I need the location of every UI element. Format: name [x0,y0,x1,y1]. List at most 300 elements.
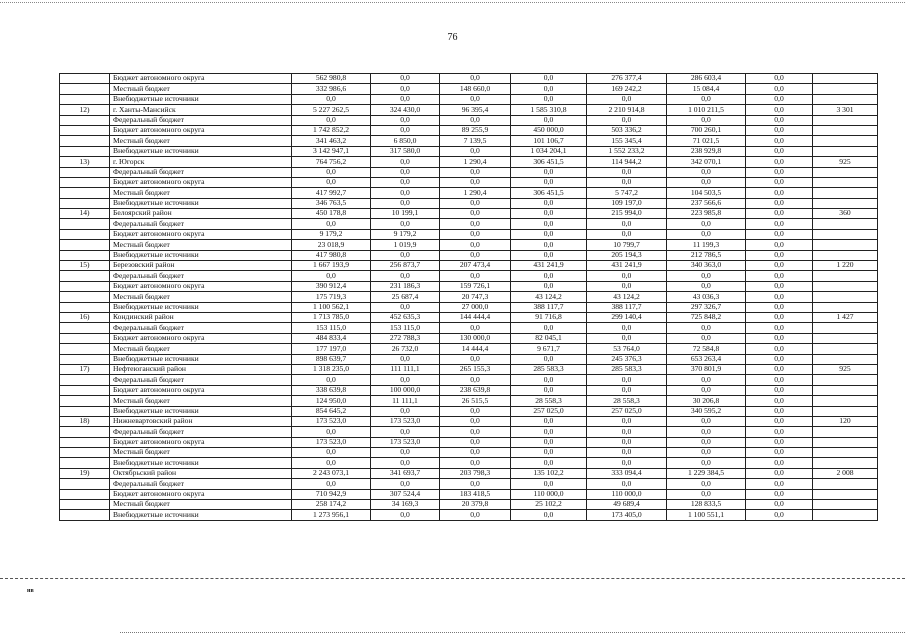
cell-total: 0,0 [292,271,371,281]
cell-year-4: 0,0 [587,479,667,489]
cell-year-2: 0,0 [440,375,511,385]
cell-total: 2 243 073,1 [292,468,371,478]
row-number [60,354,110,364]
cell-year-1: 0,0 [371,125,440,135]
cell-year-4: 215 994,0 [587,209,667,219]
scan-bottom-edge [120,632,905,633]
table-row [60,500,878,510]
table-row [60,229,878,239]
cell-capacity [813,240,878,250]
cell-capacity [813,136,878,146]
table-row [60,198,878,208]
cell-capacity [813,406,878,416]
cell-year-2: 1 290,4 [440,157,511,167]
cell-total: 3 142 947,1 [292,146,371,156]
cell-year-5: 340 363,0 [667,261,746,271]
table-row [60,146,878,156]
cell-year-6: 0,0 [746,84,813,94]
row-label: Бюджет автономного округа [110,125,292,135]
cell-year-3: 257 025,0 [511,406,587,416]
row-number [60,115,110,125]
cell-year-6: 0,0 [746,125,813,135]
cell-year-2: 0,0 [440,167,511,177]
cell-year-4: 205 194,3 [587,250,667,260]
row-number [60,323,110,333]
cell-year-2: 0,0 [440,209,511,219]
cell-year-6: 0,0 [746,271,813,281]
cell-year-6: 0,0 [746,167,813,177]
cell-year-2: 0,0 [440,458,511,468]
cell-year-4: 299 140,4 [587,312,667,322]
table-row [60,94,878,104]
cell-capacity [813,354,878,364]
cell-year-2: 0,0 [440,271,511,281]
table-row [60,240,878,250]
row-number [60,302,110,312]
cell-year-5: 0,0 [667,427,746,437]
cell-year-3: 0,0 [511,250,587,260]
cell-year-1: 272 788,3 [371,333,440,343]
cell-capacity [813,74,878,84]
cell-capacity [813,437,878,447]
cell-year-6: 0,0 [746,240,813,250]
cell-year-5: 237 566,6 [667,198,746,208]
cell-year-2: 0,0 [440,115,511,125]
cell-capacity [813,385,878,395]
table-row [60,458,878,468]
row-number [60,396,110,406]
cell-year-3: 0,0 [511,219,587,229]
cell-year-1: 0,0 [371,427,440,437]
cell-year-2: 0,0 [440,146,511,156]
row-number [60,188,110,198]
cell-total: 1 273 956,1 [292,510,371,520]
cell-year-5: 104 503,5 [667,188,746,198]
cell-year-1: 9 179,2 [371,229,440,239]
row-number: 19) [60,468,110,478]
cell-total: 0,0 [292,458,371,468]
cell-year-3: 431 241,9 [511,261,587,271]
row-number: 14) [60,209,110,219]
cell-year-3: 0,0 [511,437,587,447]
cell-year-5: 0,0 [667,94,746,104]
cell-year-3: 0,0 [511,240,587,250]
cell-year-5: 0,0 [667,489,746,499]
cell-total: 0,0 [292,479,371,489]
table-body [60,74,878,521]
row-label: г. Ханты-Мансийск [110,105,292,115]
cell-year-1: 307 524,4 [371,489,440,499]
cell-capacity [813,448,878,458]
cell-year-3: 0,0 [511,115,587,125]
cell-year-1: 324 430,0 [371,105,440,115]
cell-total: 0,0 [292,375,371,385]
cell-year-5: 0,0 [667,375,746,385]
scan-fold-line [0,578,905,579]
cell-year-1: 0,0 [371,354,440,364]
cell-year-1: 1 019,9 [371,240,440,250]
cell-year-5: 71 021,5 [667,136,746,146]
cell-year-5: 1 229 384,5 [667,468,746,478]
cell-capacity [813,219,878,229]
cell-capacity [813,500,878,510]
cell-year-4: 0,0 [587,385,667,395]
table-row [60,281,878,291]
cell-capacity [813,115,878,125]
cell-year-3: 0,0 [511,510,587,520]
cell-total: 417 992,7 [292,188,371,198]
cell-year-4: 276 377,4 [587,74,667,84]
table-row [60,416,878,426]
cell-year-2: 96 395,4 [440,105,511,115]
row-number [60,344,110,354]
cell-year-2: 238 639,8 [440,385,511,395]
cell-total: 1 742 852,2 [292,125,371,135]
cell-year-4: 0,0 [587,229,667,239]
row-label: Внебюджетные источники [110,302,292,312]
cell-year-1: 10 199,1 [371,209,440,219]
cell-capacity [813,198,878,208]
cell-capacity: 1 427 [813,312,878,322]
cell-capacity [813,167,878,177]
cell-year-6: 0,0 [746,198,813,208]
cell-year-1: 0,0 [371,406,440,416]
row-label: Внебюджетные источники [110,510,292,520]
cell-year-2: 0,0 [440,94,511,104]
table-row [60,136,878,146]
cell-year-1: 153 115,0 [371,323,440,333]
cell-year-2: 0,0 [440,240,511,250]
cell-year-1: 25 687,4 [371,292,440,302]
cell-year-5: 0,0 [667,115,746,125]
cell-year-5: 0,0 [667,177,746,187]
cell-year-4: 114 944,2 [587,157,667,167]
cell-year-3: 28 558,3 [511,396,587,406]
cell-year-6: 0,0 [746,448,813,458]
row-label: Бюджет автономного округа [110,489,292,499]
row-label: Бюджет автономного округа [110,437,292,447]
cell-capacity: 360 [813,209,878,219]
table-row [60,292,878,302]
cell-total: 854 645,2 [292,406,371,416]
cell-year-4: 285 583,3 [587,364,667,374]
cell-year-5: 286 603,4 [667,74,746,84]
cell-year-1: 0,0 [371,250,440,260]
row-number [60,437,110,447]
row-number [60,292,110,302]
row-label: Бюджет автономного округа [110,177,292,187]
row-number: 16) [60,312,110,322]
cell-year-4: 0,0 [587,219,667,229]
table-row [60,375,878,385]
cell-year-6: 0,0 [746,312,813,322]
cell-year-6: 0,0 [746,385,813,395]
cell-year-3: 1 034 204,1 [511,146,587,156]
row-label: Внебюджетные источники [110,406,292,416]
cell-year-2: 14 444,4 [440,344,511,354]
cell-year-6: 0,0 [746,219,813,229]
row-label: Бюджет автономного округа [110,333,292,343]
row-number [60,198,110,208]
cell-year-2: 27 000,0 [440,302,511,312]
cell-year-5: 342 070,1 [667,157,746,167]
cell-year-2: 0,0 [440,323,511,333]
cell-total: 1 318 235,0 [292,364,371,374]
row-number [60,427,110,437]
scan-top-edge [0,2,905,3]
cell-year-6: 0,0 [746,375,813,385]
cell-year-2: 0,0 [440,250,511,260]
table-row [60,302,878,312]
cell-year-2: 203 798,3 [440,468,511,478]
cell-year-6: 0,0 [746,344,813,354]
cell-year-5: 72 584,8 [667,344,746,354]
cell-total: 484 833,4 [292,333,371,343]
cell-capacity [813,94,878,104]
cell-year-3: 0,0 [511,229,587,239]
row-number [60,406,110,416]
cell-year-1: 317 580,0 [371,146,440,156]
cell-year-1: 0,0 [371,188,440,198]
row-label: Федеральный бюджет [110,271,292,281]
row-label: Федеральный бюджет [110,167,292,177]
cell-year-5: 1 100 551,1 [667,510,746,520]
row-number [60,240,110,250]
table-row [60,333,878,343]
cell-capacity [813,479,878,489]
cell-year-2: 207 473,4 [440,261,511,271]
cell-total: 23 018,9 [292,240,371,250]
cell-year-3: 0,0 [511,458,587,468]
row-label: Бюджет автономного округа [110,385,292,395]
row-number [60,219,110,229]
row-number [60,229,110,239]
cell-year-1: 0,0 [371,198,440,208]
cell-year-1: 111 111,1 [371,364,440,374]
table-row [60,323,878,333]
cell-capacity [813,229,878,239]
cell-total: 338 639,8 [292,385,371,395]
row-label: Федеральный бюджет [110,479,292,489]
row-label: Березовский район [110,261,292,271]
row-label: Бюджет автономного округа [110,281,292,291]
cell-year-4: 2 210 914,8 [587,105,667,115]
cell-year-6: 0,0 [746,396,813,406]
row-label: Местный бюджет [110,500,292,510]
cell-year-3: 388 117,7 [511,302,587,312]
cell-year-5: 238 929,8 [667,146,746,156]
cell-capacity [813,344,878,354]
cell-total: 390 912,4 [292,281,371,291]
table-row [60,271,878,281]
cell-year-1: 0,0 [371,219,440,229]
cell-year-4: 53 764,0 [587,344,667,354]
cell-year-4: 245 376,3 [587,354,667,364]
cell-year-1: 0,0 [371,74,440,84]
cell-year-1: 0,0 [371,84,440,94]
cell-year-6: 0,0 [746,510,813,520]
cell-year-5: 0,0 [667,385,746,395]
cell-year-1: 0,0 [371,448,440,458]
row-number [60,281,110,291]
cell-total: 0,0 [292,94,371,104]
table-row [60,167,878,177]
cell-year-3: 306 451,5 [511,157,587,167]
cell-year-2: 0,0 [440,479,511,489]
cell-year-3: 0,0 [511,94,587,104]
budget-table [59,73,878,521]
cell-year-6: 0,0 [746,115,813,125]
cell-year-3: 0,0 [511,385,587,395]
row-number [60,125,110,135]
cell-year-4: 0,0 [587,271,667,281]
table-row [60,510,878,520]
cell-total: 1 100 562,1 [292,302,371,312]
cell-year-5: 0,0 [667,271,746,281]
cell-year-3: 82 045,1 [511,333,587,343]
cell-year-6: 0,0 [746,136,813,146]
cell-total: 1 667 193,9 [292,261,371,271]
cell-year-6: 0,0 [746,177,813,187]
cell-total: 177 197,0 [292,344,371,354]
row-label: Бюджет автономного округа [110,74,292,84]
row-number [60,177,110,187]
cell-year-2: 0,0 [440,437,511,447]
row-number [60,74,110,84]
cell-capacity [813,458,878,468]
cell-year-2: 89 255,9 [440,125,511,135]
row-number [60,136,110,146]
cell-total: 562 980,8 [292,74,371,84]
cell-capacity [813,177,878,187]
row-label: Октябрьский район [110,468,292,478]
cell-year-1: 173 523,0 [371,416,440,426]
cell-year-1: 0,0 [371,94,440,104]
cell-year-6: 0,0 [746,157,813,167]
cell-total: 764 756,2 [292,157,371,167]
cell-capacity [813,84,878,94]
row-label: Местный бюджет [110,344,292,354]
table-row [60,427,878,437]
cell-year-4: 388 117,7 [587,302,667,312]
cell-total: 346 763,5 [292,198,371,208]
cell-total: 9 179,2 [292,229,371,239]
cell-year-6: 0,0 [746,94,813,104]
cell-year-4: 155 345,4 [587,136,667,146]
cell-year-5: 212 786,5 [667,250,746,260]
cell-total: 898 639,7 [292,354,371,364]
table-row [60,479,878,489]
cell-year-5: 1 010 211,5 [667,105,746,115]
cell-capacity [813,271,878,281]
cell-year-5: 43 036,3 [667,292,746,302]
cell-year-2: 0,0 [440,416,511,426]
cell-year-4: 0,0 [587,427,667,437]
cell-year-4: 0,0 [587,115,667,125]
cell-year-2: 1 290,4 [440,188,511,198]
cell-capacity [813,125,878,135]
cell-year-5: 30 206,8 [667,396,746,406]
cell-year-5: 15 084,4 [667,84,746,94]
cell-year-2: 0,0 [440,427,511,437]
cell-year-3: 25 102,2 [511,500,587,510]
row-number [60,489,110,499]
cell-year-6: 0,0 [746,489,813,499]
row-label: Федеральный бюджет [110,115,292,125]
cell-year-6: 0,0 [746,500,813,510]
cell-year-3: 0,0 [511,177,587,187]
row-label: Внебюджетные источники [110,146,292,156]
row-label: Местный бюджет [110,84,292,94]
cell-year-5: 0,0 [667,437,746,447]
cell-year-6: 0,0 [746,209,813,219]
cell-year-4: 43 124,2 [587,292,667,302]
cell-year-4: 10 799,7 [587,240,667,250]
cell-total: 0,0 [292,448,371,458]
cell-year-3: 450 000,0 [511,125,587,135]
cell-year-6: 0,0 [746,479,813,489]
row-number: 18) [60,416,110,426]
cell-year-1: 0,0 [371,177,440,187]
cell-year-4: 28 558,3 [587,396,667,406]
cell-capacity: 3 301 [813,105,878,115]
cell-year-4: 5 747,2 [587,188,667,198]
table-row [60,344,878,354]
table-row [60,84,878,94]
cell-capacity [813,396,878,406]
row-number [60,94,110,104]
cell-year-6: 0,0 [746,406,813,416]
cell-year-2: 0,0 [440,406,511,416]
cell-total: 124 950,0 [292,396,371,406]
cell-year-1: 173 523,0 [371,437,440,447]
row-label: Внебюджетные источники [110,198,292,208]
cell-capacity [813,510,878,520]
cell-year-1: 0,0 [371,302,440,312]
cell-total: 0,0 [292,177,371,187]
cell-year-5: 700 260,1 [667,125,746,135]
cell-year-3: 0,0 [511,416,587,426]
cell-total: 0,0 [292,115,371,125]
row-number [60,250,110,260]
cell-capacity: 1 220 [813,261,878,271]
cell-year-4: 333 094,4 [587,468,667,478]
cell-year-6: 0,0 [746,229,813,239]
cell-year-2: 20 379,8 [440,500,511,510]
table-row [60,209,878,219]
cell-year-2: 20 747,3 [440,292,511,302]
cell-total: 1 713 785,0 [292,312,371,322]
cell-year-6: 0,0 [746,105,813,115]
cell-year-6: 0,0 [746,74,813,84]
cell-capacity: 925 [813,364,878,374]
cell-year-5: 0,0 [667,323,746,333]
cell-year-3: 285 583,3 [511,364,587,374]
cell-year-6: 0,0 [746,333,813,343]
cell-year-3: 0,0 [511,427,587,437]
cell-year-3: 0,0 [511,209,587,219]
cell-year-3: 0,0 [511,354,587,364]
row-number [60,146,110,156]
cell-year-1: 0,0 [371,167,440,177]
cell-year-5: 0,0 [667,167,746,177]
row-label: Белоярский район [110,209,292,219]
cell-year-4: 110 000,0 [587,489,667,499]
cell-year-5: 725 848,2 [667,312,746,322]
cell-year-2: 0,0 [440,198,511,208]
cell-year-6: 0,0 [746,188,813,198]
cell-year-6: 0,0 [746,281,813,291]
